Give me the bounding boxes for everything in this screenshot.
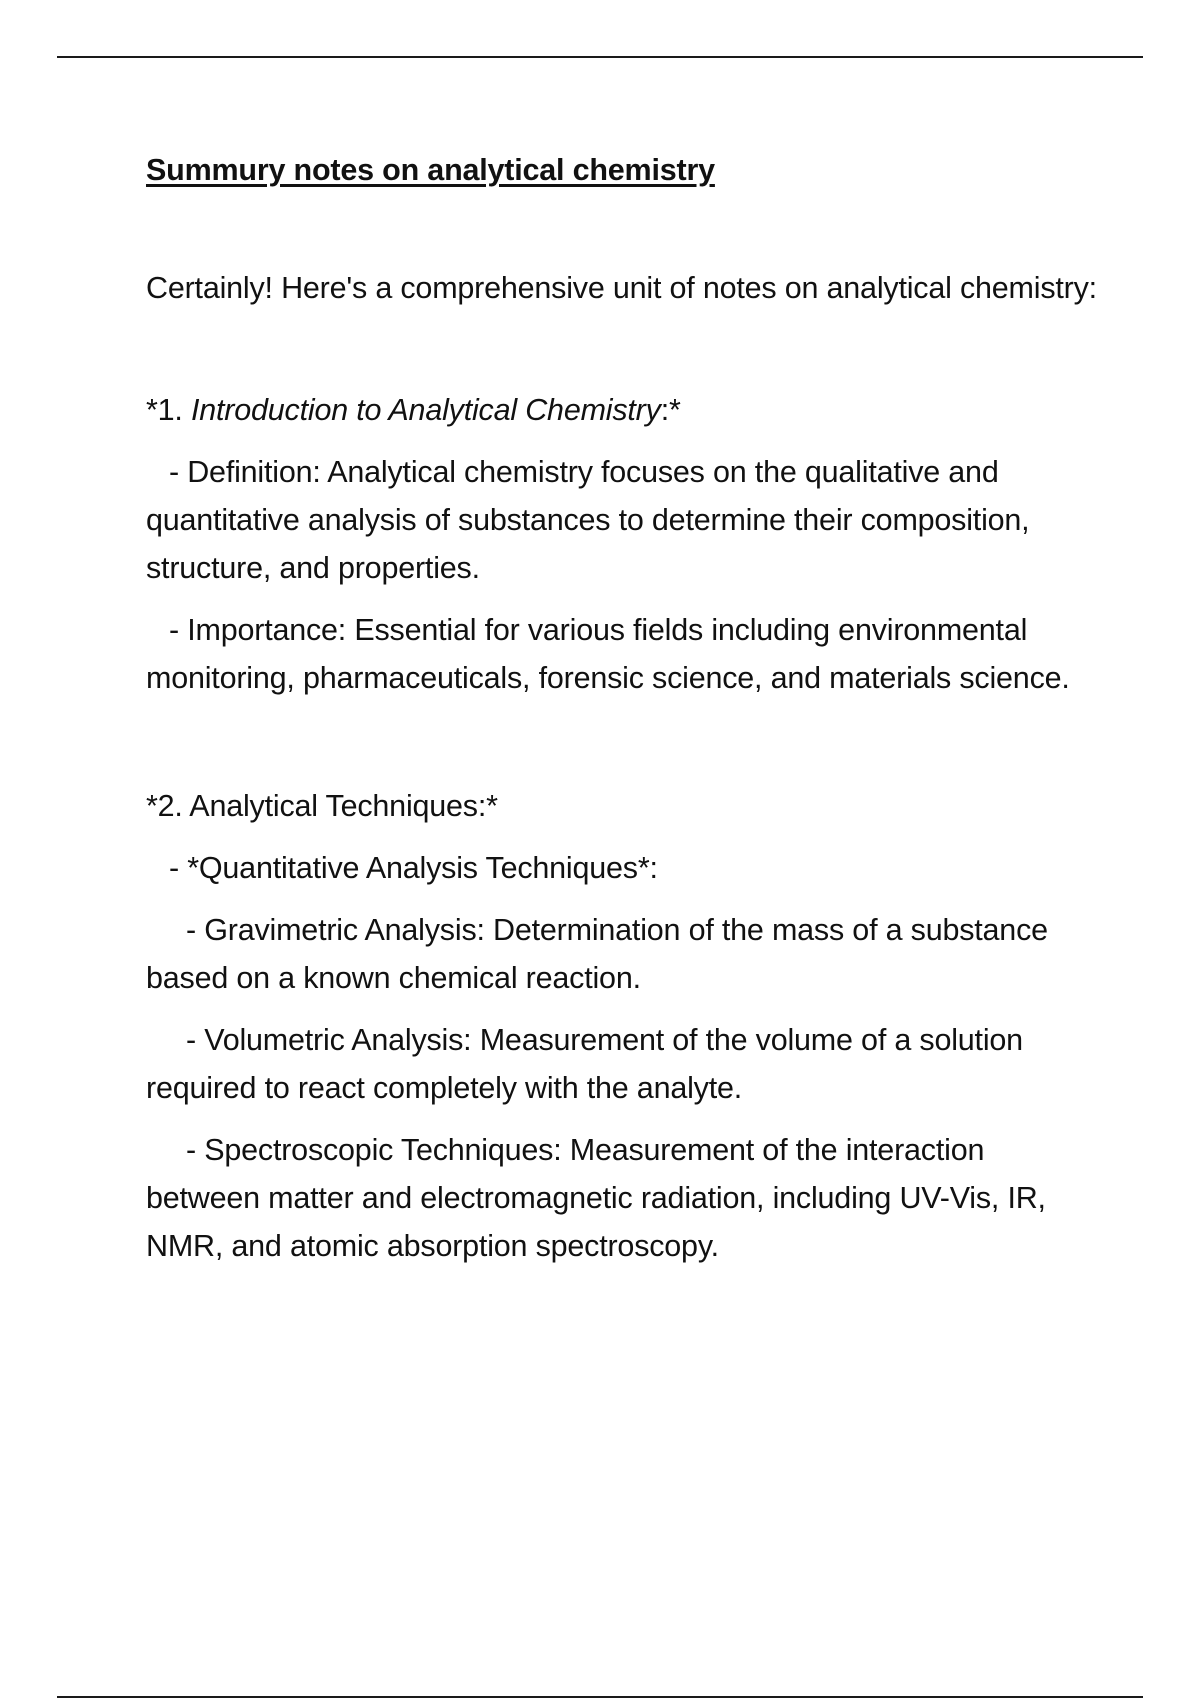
volumetric-paragraph: - Volumetric Analysis: Measurement of the volume of a solution required to react completely with the analyte. [146,1023,1023,1105]
spectroscopic-paragraph: - Spectroscopic Techniques: Measurement of the interaction between matter and electromagnetic radiation, including UV-Vis, IR, NMR, and atomic absorption spectroscopy. [146,1133,1046,1263]
intro-paragraph: Certainly! Here's a comprehensive unit of notes on analytical chemistry: [146,271,1097,305]
bottom-divider [57,1696,1143,1698]
gravimetric-paragraph: - Gravimetric Analysis: Determination of the mass of a substance based on a known chemical reaction. [146,913,1048,995]
section-1-heading [146,386,1106,434]
quantitative-subheading: - *Quantitative Analysis Techniques*: [169,851,658,885]
section-2-heading: *2. Analytical Techniques:* [146,789,498,823]
section-1-title: Introduction to Analytical Chemistry [190,393,661,427]
document-body [146,146,1106,1270]
document-title: Summury notes on analytical chemistry [146,153,715,187]
section-1-prefix: *1. [146,393,191,427]
section-1-suffix: :* [660,393,681,427]
definition-paragraph: - Definition: Analytical chemistry focuses on the qualitative and quantitative analysis of substances to determine their composition, structure, and properties. [146,455,1030,585]
importance-paragraph: - Importance: Essential for various fields including environmental monitoring, pharmaceuticals, forensic science, and materials science. [146,613,1070,695]
top-divider [57,56,1143,58]
